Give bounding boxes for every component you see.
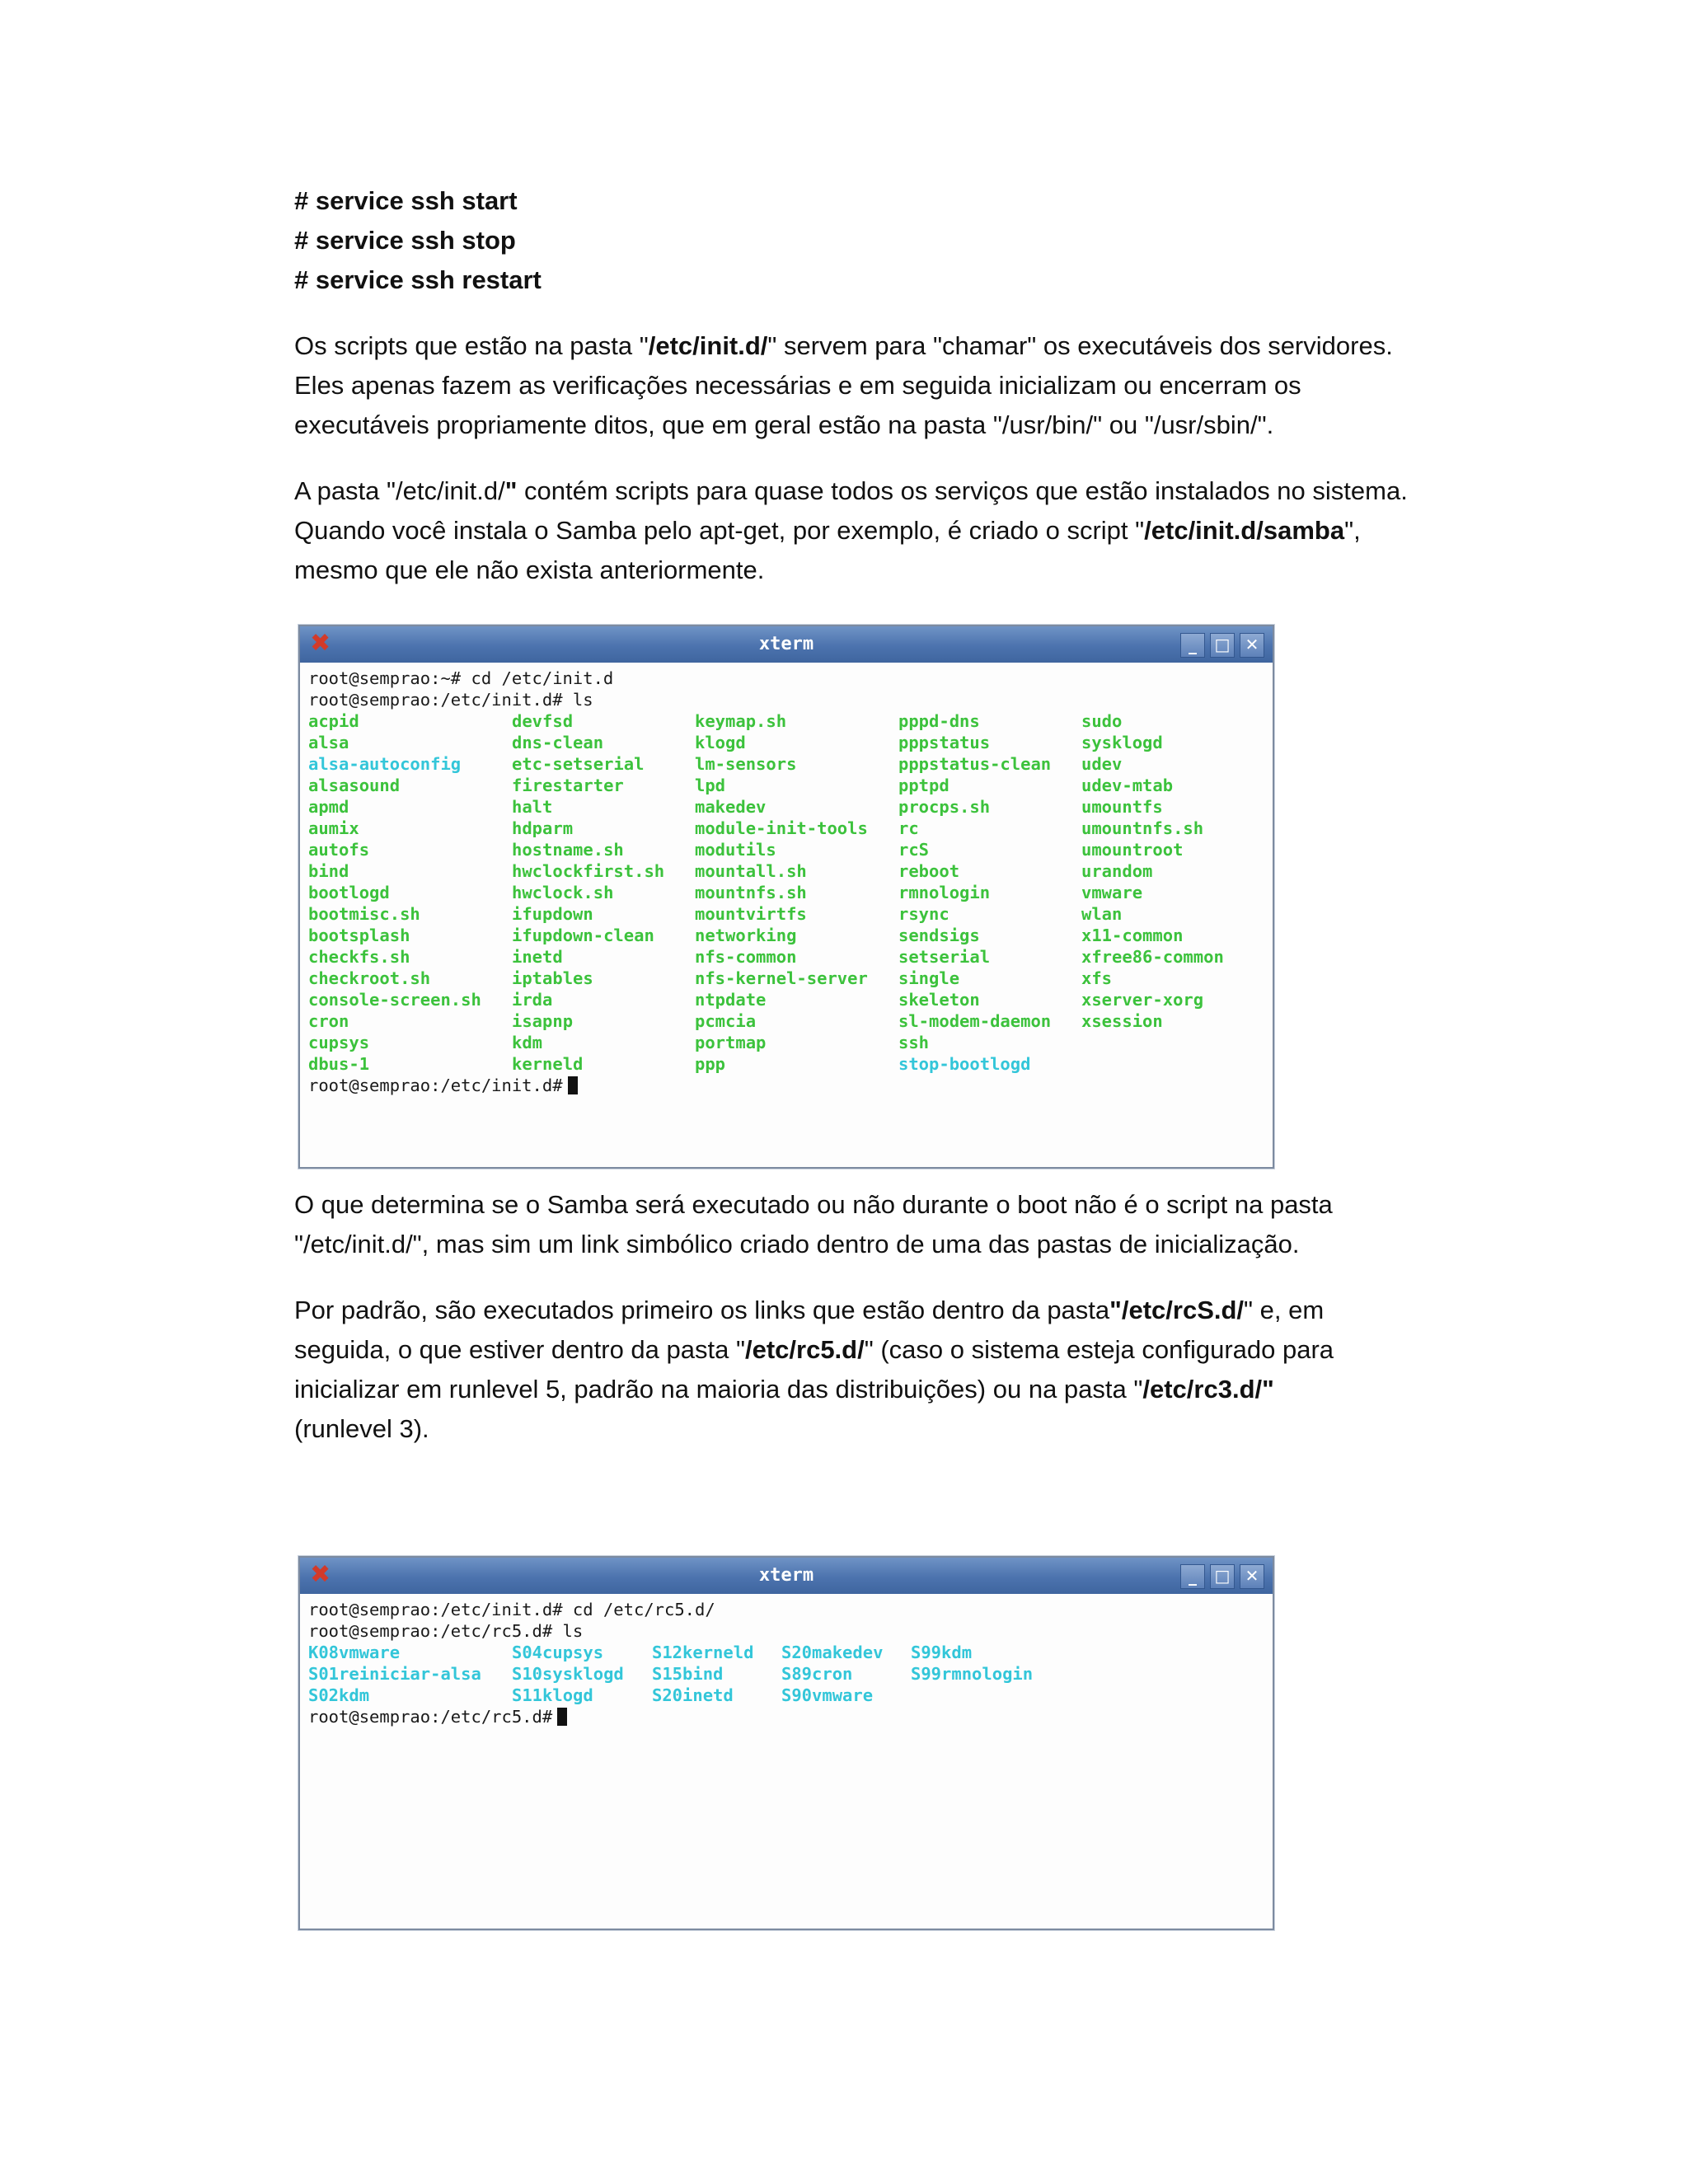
file-entry: nfs-common [695, 947, 797, 967]
document-body [294, 181, 1415, 590]
command-line: # service ssh start [294, 186, 518, 215]
document-body-2 [294, 1185, 1415, 1449]
file-entry: isapnp [512, 1011, 574, 1031]
file-entry: lpd [695, 776, 726, 795]
file-entry: wlan [1081, 904, 1123, 924]
file-entry: hwclockfirst.sh [512, 861, 665, 881]
paragraph-init-d-contents: A pasta "/etc/init.d/" contém scripts para quase todos os serviços que estão instalados no sistema. Quando você instala o Samba pelo apt-get, por exemplo, é criado o script "/etc/init.d/samba", mesmo que ele não exista anteriormente. [294, 476, 1408, 584]
file-entry: sudo [1081, 711, 1123, 731]
file-entry: console-screen.sh [308, 990, 481, 1010]
file-entry: nfs-kernel-server [695, 968, 868, 988]
terminal-prompt: root@semprao:/etc/rc5.d# [308, 1706, 1264, 1727]
terminal-prompt: root@semprao:/etc/init.d# [308, 1075, 1264, 1096]
file-entry: lm-sensors [695, 754, 797, 774]
file-listing [308, 710, 1264, 1075]
file-entry: rsync [898, 904, 950, 924]
file-entry: checkfs.sh [308, 947, 410, 967]
file-entry: S15bind [652, 1664, 724, 1684]
file-entry: K08vmware [308, 1643, 401, 1662]
file-entry: S89cron [781, 1664, 853, 1684]
cursor-block [557, 1708, 567, 1726]
file-entry: autofs [308, 840, 370, 860]
file-entry: rmnologin [898, 883, 991, 902]
file-entry: umountfs [1081, 797, 1163, 817]
minimize-icon[interactable]: _ [1180, 633, 1205, 658]
file-entry: procps.sh [898, 797, 991, 817]
file-entry: S20inetd [652, 1685, 734, 1705]
maximize-icon[interactable]: □ [1210, 633, 1235, 658]
file-listing [308, 1642, 1264, 1706]
terminal-line: root@semprao:/etc/init.d# cd /etc/rc5.d/ [308, 1600, 715, 1619]
file-entry: S90vmware [781, 1685, 874, 1705]
file-entry: udev [1081, 754, 1123, 774]
file-entry: kdm [512, 1033, 543, 1052]
file-entry [911, 1685, 1051, 1706]
xterm-window-rc5-d [298, 1556, 1274, 1930]
file-entry: ppp [695, 1054, 726, 1074]
file-entry: umountroot [1081, 840, 1184, 860]
file-entry: hdparm [512, 818, 574, 838]
file-entry: single [898, 968, 960, 988]
file-entry: pppstatus-clean [898, 754, 1052, 774]
file-entry: sl-modem-daemon [898, 1011, 1052, 1031]
file-entry: xfs [1081, 968, 1113, 988]
file-entry: mountnfs.sh [695, 883, 807, 902]
window-title: xterm [758, 1565, 814, 1586]
file-entry: portmap [695, 1033, 767, 1052]
window-title: xterm [758, 634, 814, 654]
file-entry: networking [695, 926, 797, 945]
file-entry: ssh [898, 1033, 930, 1052]
file-entry: urandom [1081, 861, 1153, 881]
file-entry: bootmisc.sh [308, 904, 420, 924]
file-entry: module-init-tools [695, 818, 868, 838]
file-entry: setserial [898, 947, 991, 967]
file-entry: kerneld [512, 1054, 584, 1074]
file-entry: alsasound [308, 776, 401, 795]
file-entry: hostname.sh [512, 840, 624, 860]
terminal-output[interactable] [300, 663, 1273, 1101]
file-entry: xfree86-common [1081, 947, 1224, 967]
window-controls [1180, 1564, 1264, 1589]
file-entry [1081, 1053, 1246, 1075]
file-entry: dbus-1 [308, 1054, 370, 1074]
file-entry: S12kerneld [652, 1643, 754, 1662]
file-entry: reboot [898, 861, 960, 881]
maximize-icon[interactable]: □ [1210, 1564, 1235, 1589]
file-entry: S99rmnologin [911, 1664, 1034, 1684]
file-entry: acpid [308, 711, 359, 731]
file-entry: xsession [1081, 1011, 1163, 1031]
file-entry: S04cupsys [512, 1643, 604, 1662]
file-entry: alsa [308, 733, 349, 752]
file-entry: sysklogd [1081, 733, 1163, 752]
file-entry: etc-setserial [512, 754, 645, 774]
file-entry: pcmcia [695, 1011, 757, 1031]
file-entry: udev-mtab [1081, 776, 1174, 795]
file-entry: bind [308, 861, 349, 881]
file-entry: apmd [308, 797, 349, 817]
file-entry: rc [898, 818, 919, 838]
window-titlebar[interactable] [300, 1558, 1273, 1594]
x-logo-icon: ✖ [310, 1561, 331, 1588]
file-entry: aumix [308, 818, 359, 838]
command-line: # service ssh restart [294, 265, 542, 294]
file-entry: stop-bootlogd [898, 1054, 1031, 1074]
file-entry: S10sysklogd [512, 1664, 624, 1684]
file-entry: skeleton [898, 990, 980, 1010]
file-entry: S99kdm [911, 1643, 973, 1662]
file-entry: klogd [695, 733, 746, 752]
close-icon[interactable]: ✕ [1240, 1564, 1264, 1589]
file-entry: ifupdown [512, 904, 593, 924]
file-entry: S01reiniciar-alsa [308, 1664, 481, 1684]
window-titlebar[interactable] [300, 626, 1273, 663]
file-entry: cupsys [308, 1033, 370, 1052]
file-entry: rcS [898, 840, 930, 860]
file-entry: umountnfs.sh [1081, 818, 1204, 838]
terminal-line: root@semprao:~# cd /etc/init.d [308, 668, 614, 688]
terminal-output[interactable] [300, 1594, 1273, 1732]
paragraph-init-scripts: Os scripts que estão na pasta "/etc/init.d/" servem para "chamar" os executáveis dos servidores. Eles apenas fazem as verificações necessárias e em seguida inicializam ou encerram os executáveis propriamente ditos, que em geral estão na pasta "/usr/bin/" ou "/usr/sbin/". [294, 331, 1393, 439]
file-entry: inetd [512, 947, 563, 967]
file-entry: S11klogd [512, 1685, 593, 1705]
paragraph-boot-link: O que determina se o Samba será executado ou não durante o boot não é o script na pasta "/etc/init.d/", mas sim um link simbólico criado dentro de uma das pastas de inicialização. [294, 1190, 1333, 1258]
file-entry: mountvirtfs [695, 904, 807, 924]
file-entry: ifupdown-clean [512, 926, 654, 945]
terminal-line: root@semprao:/etc/rc5.d# ls [308, 1621, 584, 1641]
file-entry: iptables [512, 968, 593, 988]
file-entry: sendsigs [898, 926, 980, 945]
file-entry: devfsd [512, 711, 574, 731]
file-entry: pppstatus [898, 733, 991, 752]
minimize-icon[interactable]: _ [1180, 1564, 1205, 1589]
close-icon[interactable]: ✕ [1240, 633, 1264, 658]
file-entry: xserver-xorg [1081, 990, 1204, 1010]
terminal-line: root@semprao:/etc/init.d# ls [308, 690, 593, 710]
file-entry: halt [512, 797, 553, 817]
file-entry: bootlogd [308, 883, 390, 902]
file-entry: keymap.sh [695, 711, 787, 731]
file-entry: alsa-autoconfig [308, 754, 462, 774]
cursor-block [568, 1076, 578, 1094]
paragraph-runlevels: Por padrão, são executados primeiro os links que estão dentro da pasta"/etc/rcS.d/" e, em seguida, o que estiver dentro da pasta "/etc/rc5.d/" (caso o sistema esteja configurado para inicializar em runlevel 5, padrão na maioria das distribuições) ou na pasta "/etc/rc3.d/" (runlevel 3). [294, 1296, 1334, 1443]
window-controls [1180, 633, 1264, 658]
file-entry: irda [512, 990, 553, 1010]
file-entry: hwclock.sh [512, 883, 614, 902]
file-entry: firestarter [512, 776, 624, 795]
xterm-window-init-d [298, 625, 1274, 1169]
command-line: # service ssh stop [294, 226, 516, 255]
file-entry: bootsplash [308, 926, 410, 945]
file-entry: pptpd [898, 776, 950, 795]
file-entry: x11-common [1081, 926, 1184, 945]
file-entry: ntpdate [695, 990, 767, 1010]
file-entry: dns-clean [512, 733, 604, 752]
file-entry: vmware [1081, 883, 1143, 902]
file-entry: checkroot.sh [308, 968, 431, 988]
file-entry: mountall.sh [695, 861, 807, 881]
file-entry: modutils [695, 840, 776, 860]
file-entry: pppd-dns [898, 711, 980, 731]
file-entry: cron [308, 1011, 349, 1031]
x-logo-icon: ✖ [310, 630, 331, 657]
file-entry: makedev [695, 797, 767, 817]
file-entry [1081, 1032, 1246, 1053]
file-entry: S02kdm [308, 1685, 370, 1705]
file-entry: S20makedev [781, 1643, 884, 1662]
